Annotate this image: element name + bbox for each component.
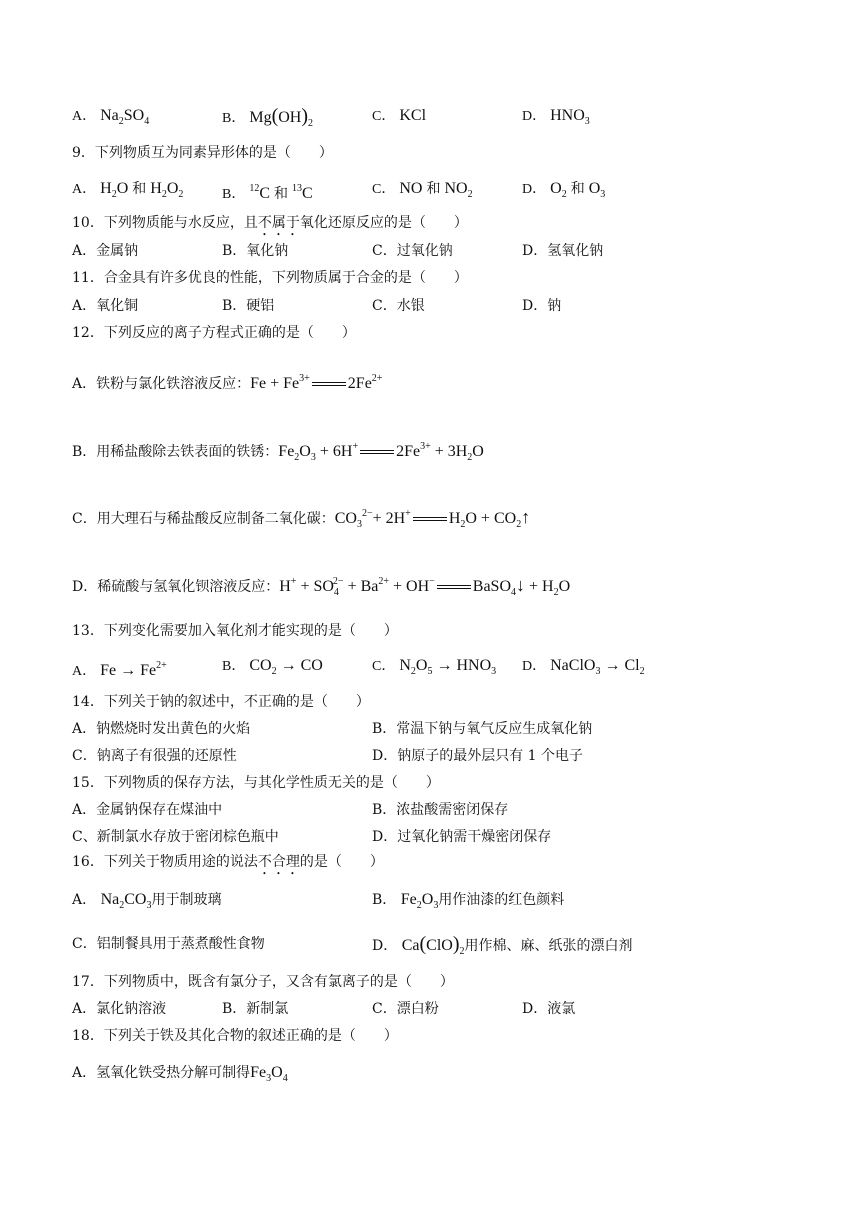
q17-option-c: C．漂白粉	[372, 1001, 439, 1017]
q14-option-c: C．钠离子有很强的还原性	[72, 748, 237, 764]
q12-option-a: A．铁粉与氯化铁溶液反应：$Fe + Fe^{3+}$ $2Fe^{2+}$	[72, 373, 383, 392]
q12-stem: 12．下列反应的离子方程式正确的是（ ）	[72, 325, 356, 341]
q13-option-b: B． $CO_2$ → CO	[222, 657, 323, 677]
q9-option-d: D． $O_2$ 和 $O_3$	[522, 180, 606, 200]
q9-option-a: A． $H_2O$ 和 $H_2O_2$	[72, 180, 184, 200]
q10-option-d: D．氢氧化钠	[522, 243, 604, 259]
q16-option-d: D． $Ca(ClO)_2$用作棉、麻、纸张的漂白剂	[372, 933, 633, 957]
q10-option-b: B．氧化钠	[222, 243, 289, 259]
q11-option-c: C．水银	[372, 298, 425, 314]
q11-stem: 11．合金具有许多优良的性能，下列物质属于合金的是（ ）	[72, 270, 468, 286]
q14-stem: 14．下列关于钠的叙述中，不正确的是（ ）	[72, 694, 370, 710]
q18-option-a: A．氢氧化铁受热分解可制得$Fe_3O_4$	[72, 1064, 288, 1084]
q12-option-b: B．用稀盐酸除去铁表面的铁锈：$Fe_2O_3 + 6H^+$ $2Fe^{3+} + 3H_2O$	[72, 441, 484, 463]
q18-stem: 18．下列关于铁及其化合物的叙述正确的是（ ）	[72, 1028, 398, 1044]
q13-option-c: C． $N_2O_5 \to HNO_3$	[372, 657, 497, 677]
q15-option-b: B．浓盐酸需密闭保存	[372, 802, 509, 818]
q8-option-b: B． $Mg(OH)_2$	[222, 105, 314, 129]
q15-option-c: C、新制氯水存放于密闭棕色瓶中	[72, 829, 279, 845]
q10-option-a: A．金属钠	[72, 243, 139, 259]
q15-option-a: A．金属钠保存在煤油中	[72, 802, 223, 818]
q17-option-a: A．氯化钠溶液	[72, 1001, 167, 1017]
q13-option-d: D． NaClO$_3$ → $Cl_2$	[522, 657, 645, 677]
q11-option-b: B．硬铝	[222, 298, 275, 314]
q15-option-d: D．过氧化钠需干燥密闭保存	[372, 829, 552, 845]
q14-option-b: B．常温下钠与氧气反应生成氧化钠	[372, 721, 593, 737]
q17-option-b: B．新制氯	[222, 1001, 289, 1017]
q10-stem: 10．下列物质能与水反应，且不属于氧化还原反应的是（ ）	[72, 215, 468, 231]
q8-option-a: A． $Na_2SO_4$	[72, 107, 150, 127]
q10-option-c: C．过氧化钠	[372, 243, 453, 259]
q8-option-c: C． KCl	[372, 107, 427, 124]
q12-option-d: D．稀硫酸与氢氧化钡溶液反应：$H^+ + SO_4^{2-} + Ba^{2+} + OH^-$ BaSO$_4$↓ + $H_2O$	[72, 575, 571, 598]
q14-option-a: A．钠燃烧时发出黄色的火焰	[72, 721, 251, 737]
q9-stem: 9．下列物质互为同素异形体的是（ ）	[72, 145, 333, 161]
q16-option-b: B． $Fe_2O_3$用作油漆的红色颜料	[372, 891, 565, 911]
q13-option-a: A． $Fe \to Fe^{2+}$	[72, 660, 167, 679]
q16-option-c: C．铝制餐具用于蒸煮酸性食物	[72, 936, 265, 952]
q15-stem: 15．下列物质的保存方法，与其化学性质无关的是（ ）	[72, 775, 440, 791]
q12-option-c: C．用大理石与稀盐酸反应制备二氧化碳：$CO_3^{2-}+ 2H^+$ $H_2O$ + $CO_2↑$	[72, 507, 531, 530]
q11-option-a: A．氧化铜	[72, 298, 139, 314]
q16-stem: 16．下列关于物质用途的说法不合理的是（ ）	[72, 854, 384, 870]
q9-option-b: B． $^{12}$C 和 $^{13}$C	[222, 183, 313, 202]
q17-option-d: D．液氯	[522, 1001, 576, 1017]
q8-option-d: D． $HNO_3$	[522, 107, 590, 127]
q11-option-d: D．钠	[522, 298, 562, 314]
q13-stem: 13．下列变化需要加入氧化剂才能实现的是（ ）	[72, 623, 398, 639]
q14-option-d: D．钠原子的最外层只有 1 个电子	[372, 748, 584, 764]
q17-stem: 17．下列物质中，既含有氯分子，又含有氯离子的是（ ）	[72, 974, 454, 990]
q9-option-c: C． NO 和 $NO_2$	[372, 180, 473, 200]
q16-option-a: A． $Na_2CO_3$用于制玻璃	[72, 891, 222, 911]
